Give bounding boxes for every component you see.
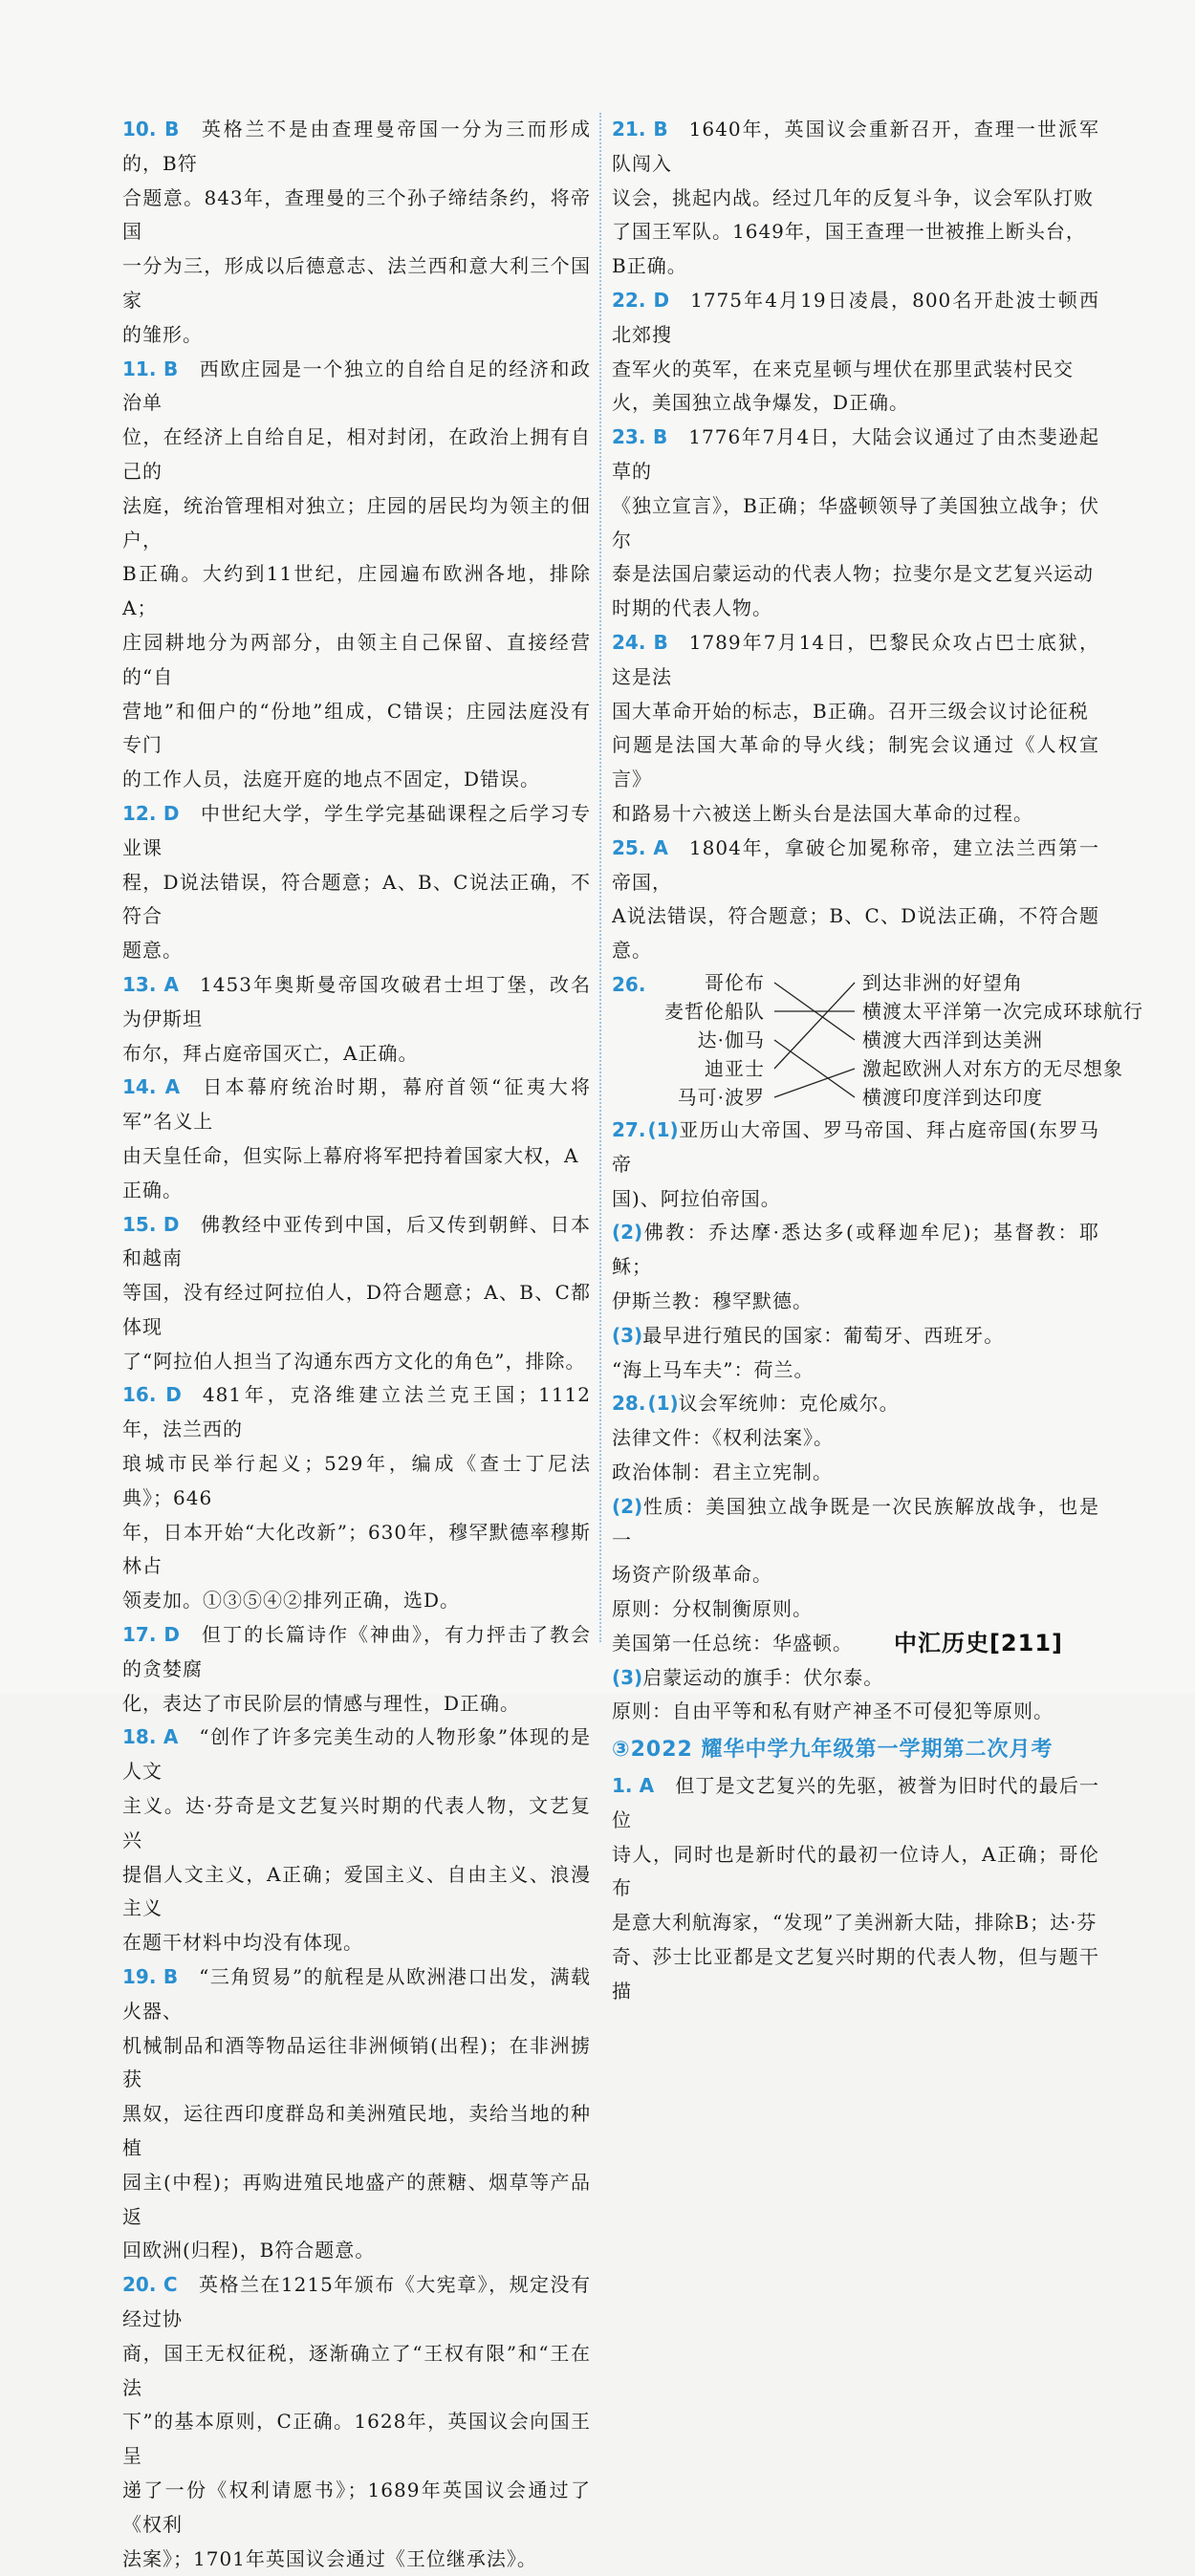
answer-text: 法庭，统治管理相对独立；庄园的居民均为领主的佃户， [122, 493, 591, 552]
match-line [774, 1069, 855, 1097]
page-number-bracket-close: ] [1052, 1630, 1063, 1656]
book-title: 中汇历史 [893, 1630, 989, 1656]
answer-line [612, 1353, 1099, 1388]
answer-text: 但丁是文艺复兴的先驱，被誉为旧时代的最后一位 [612, 1774, 1099, 1831]
answer-line [122, 557, 591, 626]
answer-text: 了“阿拉伯人担当了沟通东西方文化的角色”，排除。 [122, 1349, 586, 1373]
answer-line [122, 113, 591, 182]
person-label: 达·伽马 [697, 1028, 765, 1051]
answer-line [122, 2166, 591, 2235]
answer-text: 合题意。843年，查理曼的三个孙子缔结条约，将帝国 [122, 185, 591, 244]
answer-text: “创作了许多完美生动的人物形象”体现的是人文 [122, 1725, 591, 1784]
question-number: 13. A [122, 972, 180, 996]
answer-line [612, 1695, 1099, 1729]
answer-text: 国)、阿拉伯帝国。 [612, 1186, 781, 1210]
answer-line [122, 421, 591, 489]
answer-text: 等国，没有经过阿拉伯人，D符合题意；A、B、C都体现 [122, 1281, 591, 1338]
match-line [774, 1040, 855, 1097]
answer-line [612, 215, 1099, 249]
answer-text: 启蒙运动的旗手：伏尔泰。 [642, 1665, 884, 1689]
answer-line [122, 1687, 591, 1721]
question-number: 21. B [612, 118, 668, 141]
answer-text: 政治体制：君主立宪制。 [612, 1460, 833, 1483]
event-label: 横渡大西洋到达美洲 [862, 1028, 1043, 1051]
answer-text: 火，美国独立战争爆发，D正确。 [612, 391, 910, 415]
answer-line [122, 249, 591, 318]
answer-text: 亚历山大帝国、罗马帝国、拜占庭帝国(东罗马帝 [612, 1117, 1099, 1176]
answer-text: 奇、莎士比亚都是文艺复兴时期的代表人物，但与题干描 [612, 1945, 1099, 2002]
question-number: 27. [612, 1117, 646, 1141]
answer-text: 琅城市民举行起义；529年，编成《查士丁尼法典》；646 [122, 1452, 591, 1509]
answer-item [122, 1378, 591, 1618]
answer-line [122, 626, 591, 695]
answer-line [122, 1584, 591, 1618]
answer-text: 问题是法国大革命的导火线；制宪会议通过《人权宣言》 [612, 733, 1099, 791]
events-list [862, 968, 1149, 1112]
answer-line [122, 797, 591, 866]
answer-line [122, 2234, 591, 2268]
answer-text: 《独立宣言》，B正确；华盛顿领导了美国独立战争；伏尔 [612, 493, 1099, 552]
answer-text: 议会，挑起内战。经过几年的反复斗争，议会军队打败 [612, 185, 1094, 209]
answer-line [122, 1618, 591, 1687]
event-label: 到达非洲的好望角 [862, 970, 1023, 994]
answer-line [122, 489, 591, 558]
answer-line [122, 968, 591, 1037]
question-number: 28. [612, 1392, 646, 1416]
person-label: 迪亚士 [705, 1056, 765, 1080]
question-number: 15. D [122, 1212, 180, 1236]
answer-text: 园主(中程)；再购进殖民地盛产的蔗糖、烟草等产品返 [122, 2170, 591, 2228]
answer-line [612, 284, 1099, 353]
answer-item [612, 113, 1099, 284]
answer-text: 议会军统帅：克伦威尔。 [678, 1392, 900, 1416]
answer-line [612, 1661, 1099, 1696]
answer-item [122, 1071, 591, 1207]
answer-text: 诗人，同时也是新时代的最初一位诗人，A正确；哥伦布 [612, 1842, 1099, 1900]
answer-text: 和路易十六被送上断头台是法国大革命的过程。 [612, 801, 1033, 825]
answer-text: 国大革命开始的标志，B正确。召开三级会议讨论征税 [612, 699, 1089, 723]
answer-line [612, 695, 1099, 729]
answer-text: 正确。 [122, 1178, 183, 1201]
answer-text: “三角贸易”的航程是从欧洲港口出发，满载火器、 [122, 1965, 592, 2023]
answer-item [122, 1960, 591, 2268]
answer-line [612, 1421, 1099, 1456]
event-label: 激起欧洲人对东方的无尽想象 [862, 1056, 1123, 1080]
answer-line [122, 2029, 591, 2098]
answer-line [612, 1456, 1099, 1490]
question-number: 24. B [612, 630, 668, 654]
answer-line [612, 592, 1099, 626]
answer-text: “海上马车夫”：荷兰。 [612, 1357, 815, 1381]
answer-line [612, 1838, 1099, 1907]
answer-line [612, 1769, 1099, 1838]
answer-text: 回欧洲(归程)，B符合题意。 [122, 2239, 376, 2262]
answer-line [612, 1592, 1099, 1627]
answer-text: 日本幕府统治时期，幕府首领“征夷大将军”名义上 [122, 1075, 591, 1134]
page-number: 211 [1000, 1630, 1053, 1656]
matching-question [612, 968, 1143, 1114]
question-number: 25. A [612, 835, 668, 859]
answer-text: 年，日本开始“大化改新”；630年，穆罕默德率穆斯林占 [122, 1520, 591, 1578]
answer-line [122, 1037, 591, 1072]
answer-text: 原则：分权制衡原则。 [612, 1597, 813, 1621]
answer-text: 在题干材料中均没有体现。 [122, 1931, 363, 1955]
question-number: 1. A [612, 1774, 655, 1798]
answer-text: 西欧庄园是一个独立的自给自足的经济和政治单 [122, 357, 592, 415]
answer-item [122, 1208, 591, 1379]
answer-line [612, 899, 1099, 968]
event-label: 横渡印度洋到达印度 [862, 1085, 1043, 1109]
answer-item [612, 284, 1099, 421]
match-line [774, 983, 855, 1069]
answer-text: 1453年奥斯曼帝国攻破君士坦丁堡，改名为伊斯坦 [122, 972, 592, 1030]
answer-line [612, 1558, 1099, 1592]
answer-text: 佛教经中亚传到中国，后又传到朝鲜、日本和越南 [122, 1212, 591, 1270]
answer-text: 查军火的英军，在来克星顿与埋伏在那里武装村民交 [612, 357, 1074, 380]
event-label: 横渡太平洋第一次完成环球航行 [862, 999, 1143, 1023]
answer-item [122, 1618, 591, 1721]
answer-line [122, 1516, 591, 1585]
answer-text: 题意。 [122, 939, 183, 963]
question-number: 17. D [122, 1623, 180, 1647]
question-number: 23. B [612, 425, 668, 449]
answer-text: 黑奴，运往西印度群岛和美洲殖民地，卖给当地的种植 [122, 2102, 591, 2160]
person-label: 哥伦布 [705, 970, 765, 994]
answer-line [612, 113, 1099, 182]
answer-text: 程，D说法错误，符合题意；A、B、C说法正确，不符合 [122, 870, 591, 928]
answer-text: 法案》；1701年英国议会通过《王位继承法》。 [122, 2546, 537, 2570]
answer-text: 化，表达了市民阶层的情感与理性，D正确。 [122, 1691, 521, 1715]
question-number: 11. B [122, 357, 179, 380]
answer-text: 机械制品和酒等物品运往非洲倾销(出程)；在非洲掳获 [122, 2033, 591, 2091]
answer-text: 营地”和佃户的“份地”组成，C错误；庄园法庭没有专门 [122, 699, 591, 757]
answer-text: 英格兰不是由查理曼帝国一分为三而形成的，B符 [122, 118, 591, 175]
question-number: 16. D [122, 1383, 182, 1407]
answer-text: 481年，克洛维建立法兰克王国；1112年，法兰西的 [122, 1383, 592, 1441]
answer-item [612, 1769, 1099, 2009]
answer-line [612, 1387, 1099, 1421]
answer-line [122, 182, 591, 250]
answer-text: 的雏形。 [122, 322, 203, 346]
answer-line [122, 1276, 591, 1345]
answer-item [122, 113, 591, 353]
answer-line [612, 797, 1099, 832]
answer-line [612, 182, 1099, 216]
question-number: 19. B [122, 1965, 179, 1989]
answer-item [612, 626, 1099, 832]
answer-line [122, 318, 591, 353]
answer-line [612, 421, 1099, 489]
sub-question-marker: (1) [647, 1117, 679, 1141]
answer-text: 法律文件：《权利法案》。 [612, 1426, 834, 1450]
sub-question-marker: (3) [612, 1323, 643, 1347]
answer-item [122, 353, 591, 797]
answer-line [612, 1182, 1099, 1217]
answer-item [122, 968, 591, 1071]
answer-text: 1775年4月19日凌晨，800名开赴波士顿西北郊搜 [612, 288, 1100, 346]
answer-line [122, 763, 591, 797]
answer-text: 1640年，英国议会重新召开，查理一世派军队闯入 [612, 118, 1099, 175]
answer-text: 商，国王无权征税，逐渐确立了“王权有限”和“王在法 [122, 2341, 591, 2399]
answer-text: 布尔，拜占庭帝国灭亡，A正确。 [122, 1041, 419, 1065]
answer-line [122, 1378, 591, 1447]
answer-text: 1804年，拿破仑加冕称帝，建立法兰西第一帝国， [612, 835, 1099, 894]
answer-line [122, 1926, 591, 1960]
matching-lines [772, 968, 858, 1112]
person-label: 麦哲伦船队 [664, 999, 765, 1023]
question-number: 18. A [122, 1725, 179, 1749]
answer-text: 泰是法国启蒙运动的代表人物；拉斐尔是文艺复兴运动 [612, 562, 1094, 586]
person-label: 马可·波罗 [677, 1085, 765, 1109]
answer-line [122, 695, 591, 764]
column-divider [599, 113, 601, 1642]
answer-text: 时期的代表人物。 [612, 596, 772, 620]
question-number: 26. [612, 972, 646, 996]
answer-item [612, 1114, 1099, 1387]
answer-text: 提倡人文主义，A正确；爱国主义、自由主义、浪漫主义 [122, 1862, 591, 1920]
answer-line [122, 2268, 591, 2337]
answer-text: 1789年7月14日，巴黎民众攻占巴士底狱，这是法 [612, 630, 1100, 688]
answer-text: 英格兰在1215年颁布《大宪章》，规定没有经过协 [122, 2273, 591, 2330]
section-heading: ③2022 耀华中学九年级第一学期第二次月考 [612, 1738, 1054, 1763]
right-column [612, 113, 1143, 2009]
answer-text: 场资产阶级革命。 [612, 1563, 772, 1587]
answer-text: 美国第一任总统：华盛顿。 [612, 1631, 853, 1655]
page-number-bracket: [ [989, 1630, 1001, 1656]
answer-line [122, 1858, 591, 1927]
question-number: 14. A [122, 1075, 181, 1099]
answer-line [122, 1174, 591, 1208]
answer-text: 原则：自由平等和私有财产神圣不可侵犯等原则。 [612, 1699, 1054, 1723]
answer-text: 伊斯兰教：穆罕默德。 [612, 1288, 813, 1312]
answer-text: 下”的基本原则，C正确。1628年，英国议会向国王呈 [122, 2410, 591, 2468]
answer-line [612, 1114, 1099, 1182]
page-footer [894, 1624, 1063, 1657]
answer-item [122, 797, 591, 968]
sub-question-marker: (3) [612, 1665, 643, 1689]
answer-line [612, 1940, 1099, 2009]
answer-line [612, 1285, 1099, 1319]
question-number: 12. D [122, 801, 180, 825]
answer-line [612, 728, 1099, 797]
question-number: 10. B [122, 118, 180, 141]
left-column [122, 113, 591, 2576]
answer-line [122, 1208, 591, 1277]
answer-line [122, 2543, 591, 2576]
answer-line [122, 1447, 591, 1516]
answer-line [122, 1721, 591, 1789]
answer-text: 最早进行殖民的国家：葡萄牙、西班牙。 [642, 1323, 1005, 1347]
answer-text: 递了一份《权利请愿书》；1689年英国议会通过了《权利 [122, 2478, 591, 2536]
answer-item [612, 832, 1099, 968]
answer-line [612, 1319, 1099, 1353]
answer-line [612, 1906, 1099, 1940]
answer-line [122, 353, 591, 422]
answer-text: 中世纪大学，学生学完基础课程之后学习专业课 [122, 801, 591, 859]
answer-line [122, 2097, 591, 2166]
answer-item [612, 1387, 1099, 1729]
answer-line [612, 353, 1099, 387]
answer-line [612, 1216, 1099, 1285]
answer-line [122, 2405, 591, 2474]
answer-text: 主义。达·芬奇是文艺复兴时期的代表人物，文艺复兴 [122, 1794, 591, 1851]
answer-line [612, 1490, 1099, 1559]
answer-line [122, 1071, 591, 1139]
sub-question-marker: (2) [612, 1221, 643, 1245]
answer-text: 了国王军队。1649年，国王查理一世被推上断头台， [612, 220, 1086, 244]
answer-line [122, 934, 591, 968]
answer-line [612, 386, 1099, 421]
answer-item [612, 421, 1099, 626]
answer-text: 是意大利航海家，“发现”了美洲新大陆，排除B；达·芬 [612, 1911, 1097, 1935]
answer-line [612, 832, 1099, 900]
answer-text: 位，在经济上自给自足，相对封闭，在政治上拥有自己的 [122, 425, 591, 483]
answer-text: 佛教：乔达摩·悉达多(或释迦牟尼)；基督教：耶稣； [612, 1221, 1099, 1279]
answer-line [122, 1960, 591, 2029]
people-list [660, 968, 765, 1112]
answer-text: 一分为三，形成以后德意志、法兰西和意大利三个国家 [122, 254, 591, 312]
answer-line [612, 626, 1099, 695]
answer-line [612, 249, 1099, 284]
answer-item [122, 2268, 591, 2576]
answer-line [122, 2337, 591, 2406]
answer-text: 1776年7月4日，大陆会议通过了由杰斐逊起草的 [612, 425, 1099, 483]
answer-line [612, 557, 1099, 592]
answer-text: B正确。 [612, 254, 687, 278]
sub-question-marker: (2) [612, 1494, 643, 1518]
answer-line [122, 1345, 591, 1379]
answer-text: 由天皇任命，但实际上幕府将军把持着国家大权，A [122, 1143, 579, 1167]
question-number: 20. C [122, 2273, 178, 2297]
question-number: 22. D [612, 288, 670, 312]
answer-line [122, 2474, 591, 2543]
answer-line [122, 1139, 591, 1174]
answer-text: B正确。大约到11世纪，庄园遍布欧洲各地，排除A； [122, 562, 591, 620]
answer-line [612, 489, 1099, 558]
answer-text: 庄园耕地分为两部分，由领主自己保留、直接经营的“自 [122, 630, 591, 688]
answer-text: A说法错误，符合题意；B、C、D说法正确，不符合题意。 [612, 904, 1099, 963]
answer-text: 性质：美国独立战争既是一次民族解放战争，也是一 [612, 1494, 1099, 1552]
answer-text: 但丁的长篇诗作《神曲》，有力抨击了教会的贪婪腐 [122, 1623, 591, 1680]
answer-text: 领麦加。①③⑤④②排列正确，选D。 [122, 1589, 461, 1613]
answer-text: 的工作人员，法庭开庭的地点不固定，D错误。 [122, 768, 541, 791]
answer-item [122, 1721, 591, 1960]
answer-line [122, 1789, 591, 1858]
sub-question-marker: (1) [647, 1392, 679, 1416]
answer-line [122, 866, 591, 935]
